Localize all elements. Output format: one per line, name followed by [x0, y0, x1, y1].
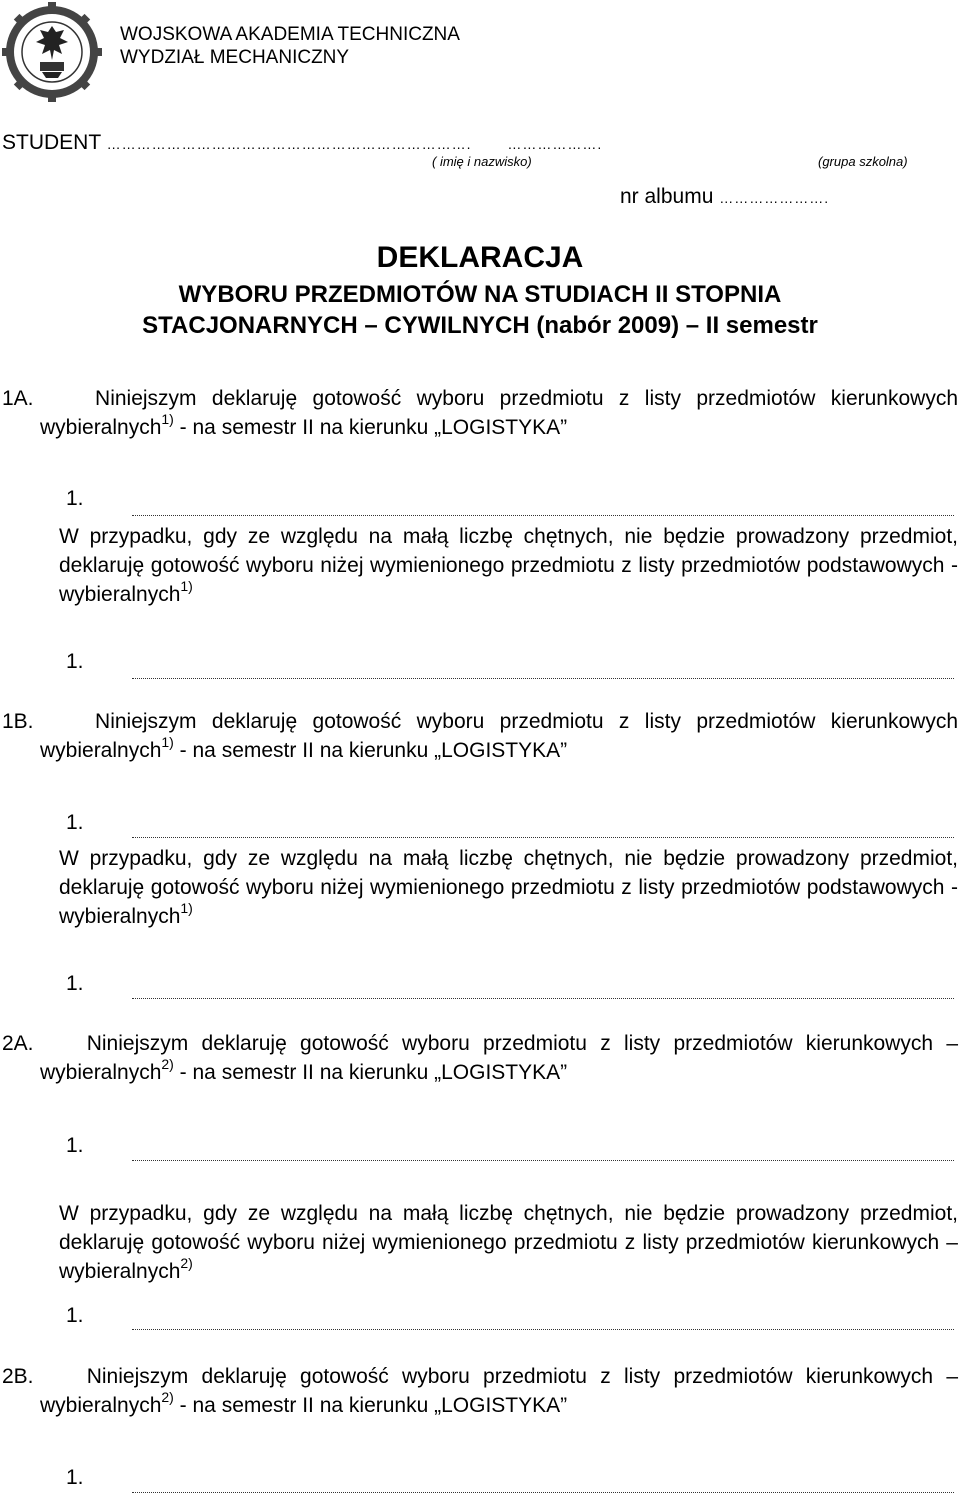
choice-number: 1.: [66, 1134, 84, 1157]
footnote-ref: 2): [180, 1255, 193, 1271]
student-row: [2, 131, 602, 155]
section-number: 1B.: [2, 710, 34, 733]
choice-number: 1.: [66, 811, 84, 834]
alternative-choice-field[interactable]: [132, 678, 954, 679]
album-row: [620, 185, 829, 209]
section-statement: Niniejszym deklaruję gotowość wyboru przedmiotu z listy przedmiotów kierunkowych – wybieralnych: [40, 1032, 959, 1084]
footnote-ref: 1): [161, 411, 174, 427]
choice-field[interactable]: [132, 1492, 954, 1493]
section-number: 1A.: [2, 387, 34, 410]
section-statement: Niniejszym deklaruję gotowość wyboru przedmiotu z listy przedmiotów kierunkowych wybieralnych: [40, 710, 958, 762]
section-statement-end: - na semestr II na kierunku „LOGISTYKA”: [173, 1061, 568, 1084]
alternative-statement: W przypadku, gdy ze względu na małą liczbę chętnych, nie będzie prowadzony przedmiot, deklaruję gotowość wyboru niżej wymienionego przedmiotu z listy przedmiotów podstawowych -wybieralnych: [59, 525, 958, 606]
album-label: nr albumu: [620, 185, 714, 208]
faculty-logo-icon: [2, 2, 102, 102]
alternative-choice-field[interactable]: [132, 998, 954, 999]
section-statement-end: - na semestr II na kierunku „LOGISTYKA”: [173, 416, 568, 439]
student-label: STUDENT: [2, 131, 101, 154]
album-number-field[interactable]: ………………….: [719, 190, 830, 206]
choice-field[interactable]: [132, 515, 954, 516]
choice-number: 1.: [66, 487, 84, 510]
choice-field[interactable]: [132, 837, 954, 838]
footnote-ref: 1): [180, 578, 193, 594]
section-statement-end: - na semestr II na kierunku „LOGISTYKA”: [173, 1394, 568, 1417]
student-name-field[interactable]: ……………………………………………………………….: [106, 136, 472, 152]
section-statement: Niniejszym deklaruję gotowość wyboru przedmiotu z listy przedmiotów kierunkowych wybieralnych: [40, 387, 958, 439]
group-caption: (grupa szkolna): [818, 154, 908, 169]
alternative-choice-field[interactable]: [132, 1329, 954, 1330]
student-group-field[interactable]: ……………….: [507, 136, 603, 152]
document-subtitle-2: STACJONARNYCH – CYWILNYCH (nabór 2009) – II semestr: [142, 312, 818, 339]
footnote-ref: 1): [180, 900, 193, 916]
alternative-statement: W przypadku, gdy ze względu na małą liczbę chętnych, nie będzie prowadzony przedmiot, deklaruję gotowość wyboru niżej wymienionego przedmiotu z listy przedmiotów kierunkowych – wybieralnych: [59, 1202, 958, 1283]
institution-name: WOJSKOWA AKADEMIA TECHNICZNA: [120, 24, 460, 45]
section-1b-text: [2, 707, 958, 765]
section-statement-end: - na semestr II na kierunku „LOGISTYKA”: [173, 739, 568, 762]
name-caption: ( imię i nazwisko): [432, 154, 532, 169]
alternative-statement: W przypadku, gdy ze względu na małą liczbę chętnych, nie będzie prowadzony przedmiot, deklaruję gotowość wyboru niżej wymienionego przedmiotu z listy przedmiotów podstawowych -wybieralnych: [59, 847, 958, 928]
footnote-ref: 2): [161, 1389, 174, 1405]
choice-number: 1.: [66, 1466, 84, 1489]
alternative-choice-number: 1.: [66, 650, 84, 673]
alternative-text: [59, 522, 958, 609]
section-number: 2B.: [2, 1365, 34, 1388]
section-2b-text: [2, 1362, 959, 1420]
faculty-name: WYDZIAŁ MECHANICZNY: [120, 47, 350, 68]
section-1a-text: [2, 384, 958, 442]
alternative-text: [59, 844, 958, 931]
choice-field[interactable]: [132, 1160, 954, 1161]
section-number: 2A.: [2, 1032, 34, 1055]
alternative-text: [59, 1199, 958, 1286]
footnote-ref: 2): [161, 1056, 174, 1072]
alternative-choice-number: 1.: [66, 1304, 84, 1327]
footnote-ref: 1): [161, 734, 174, 750]
document-title: DEKLARACJA: [376, 241, 584, 274]
section-2a-text: [2, 1029, 959, 1087]
document-subtitle-1: WYBORU PRZEDMIOTÓW NA STUDIACH II STOPNIA: [178, 281, 782, 308]
alternative-choice-number: 1.: [66, 972, 84, 995]
section-statement: Niniejszym deklaruję gotowość wyboru przedmiotu z listy przedmiotów kierunkowych – wybieralnych: [40, 1365, 959, 1417]
